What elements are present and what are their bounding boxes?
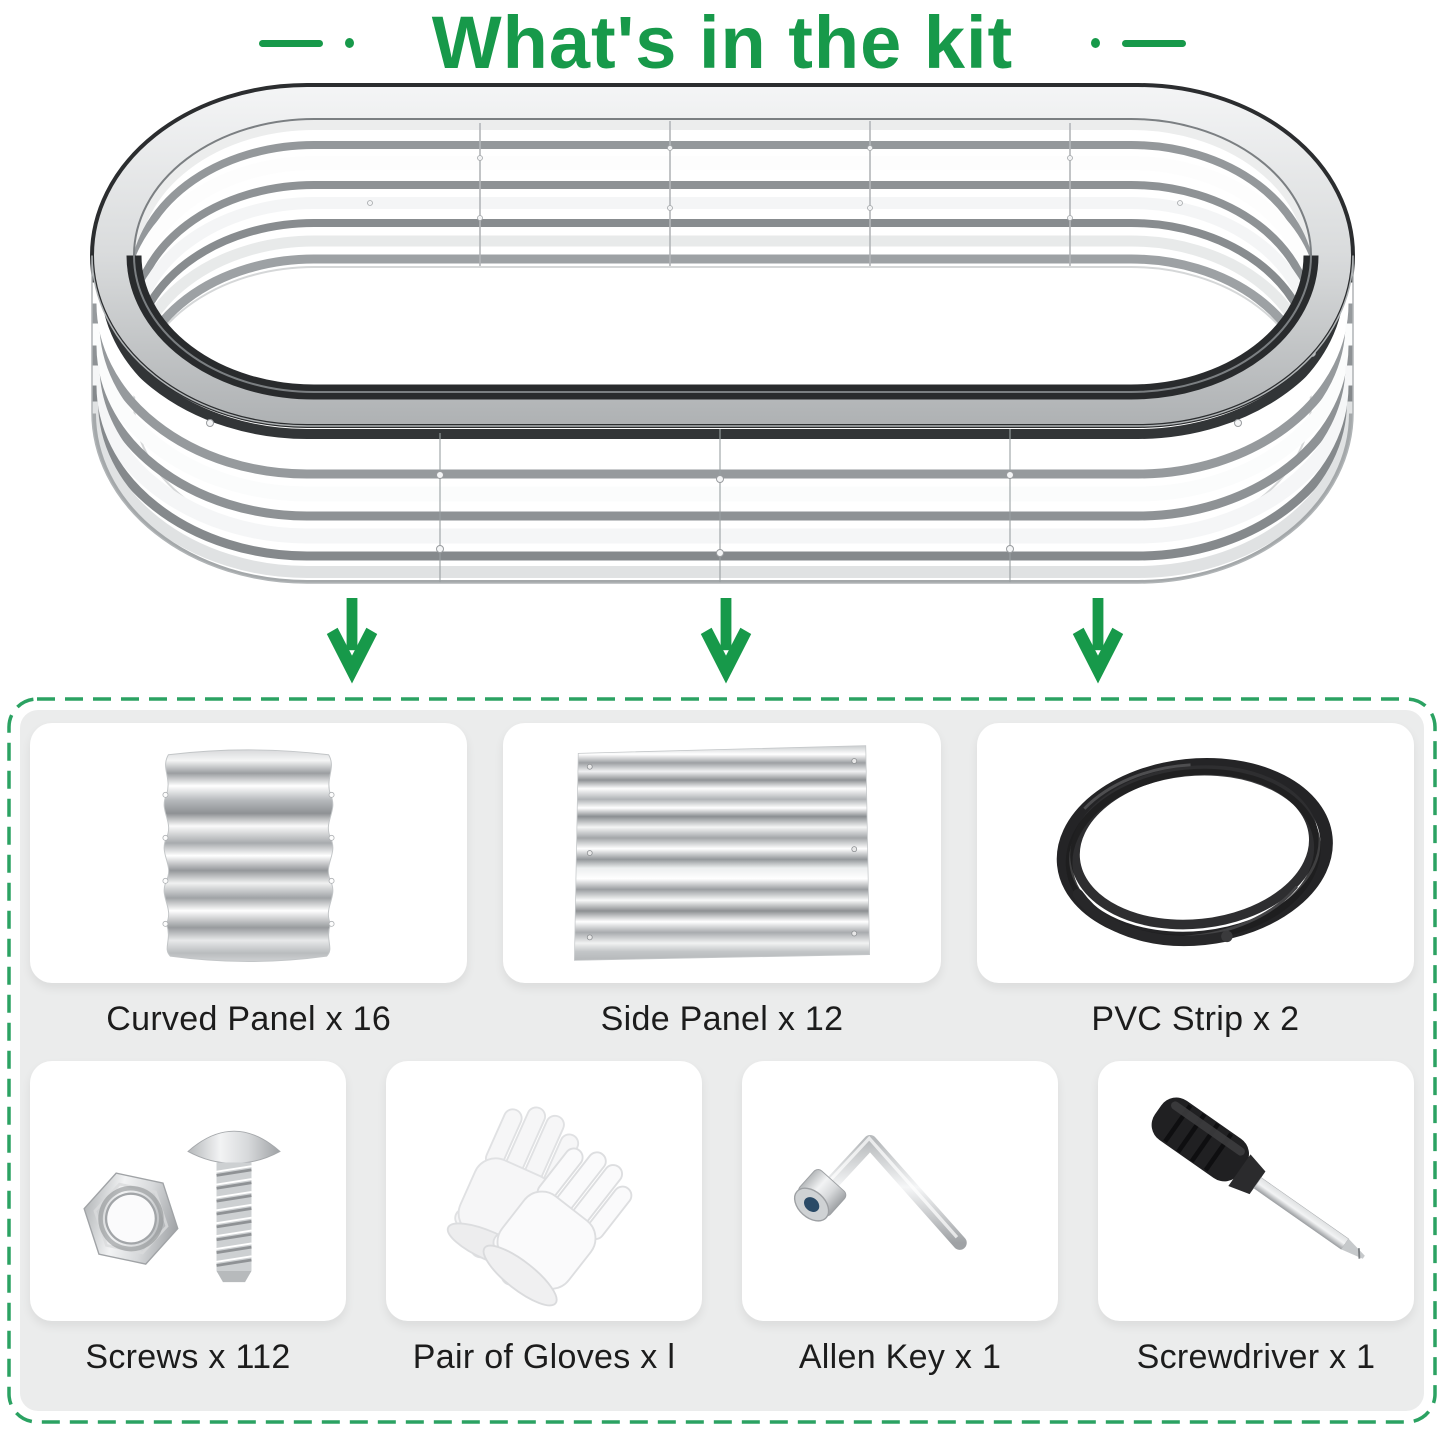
title-dash-left-icon bbox=[259, 40, 323, 47]
page-title: What's in the kit bbox=[431, 1, 1014, 84]
kit-item-label: Side Panel x 12 bbox=[600, 999, 844, 1038]
kit-item-label: Pair of Gloves x l bbox=[412, 1337, 676, 1376]
kit-item-card bbox=[977, 723, 1414, 983]
kit-item-screws bbox=[30, 1061, 346, 1393]
title-row bbox=[0, 1, 1445, 84]
title-dot-left-icon bbox=[345, 38, 354, 48]
kit-contents-box bbox=[7, 697, 1437, 1424]
kit-item-pvc-strip bbox=[977, 723, 1414, 1055]
kit-item-allen-key bbox=[742, 1061, 1058, 1393]
hero-product-image bbox=[90, 83, 1355, 588]
pvc-strip-icon bbox=[1040, 738, 1350, 968]
title-dot-right-icon bbox=[1091, 38, 1100, 48]
kit-panel bbox=[20, 710, 1424, 1411]
kit-item-card bbox=[30, 723, 467, 983]
side-panel-icon bbox=[567, 738, 877, 968]
kit-item-card bbox=[1098, 1061, 1414, 1321]
raised-bed-image bbox=[90, 83, 1355, 588]
screws-icon bbox=[48, 1076, 328, 1306]
screwdriver-icon bbox=[1116, 1076, 1396, 1306]
kit-item-label: Screws x 112 bbox=[85, 1337, 291, 1376]
arrows-row bbox=[0, 598, 1445, 690]
kit-item-gloves bbox=[386, 1061, 702, 1393]
down-arrow-icon bbox=[320, 598, 384, 688]
kit-item-label: Screwdriver x 1 bbox=[1136, 1337, 1376, 1376]
kit-item-curved-panel bbox=[30, 723, 467, 1055]
kit-item-side-panel bbox=[503, 723, 940, 1055]
allen-key-icon bbox=[760, 1084, 1040, 1299]
kit-item-screwdriver bbox=[1098, 1061, 1414, 1393]
kit-item-card bbox=[30, 1061, 346, 1321]
curved-panel-icon bbox=[141, 741, 356, 966]
kit-item-label: Allen Key x 1 bbox=[798, 1337, 1002, 1376]
down-arrow-icon bbox=[1066, 598, 1130, 688]
kit-item-card bbox=[742, 1061, 1058, 1321]
gloves-icon bbox=[394, 1074, 694, 1309]
kit-item-label: Curved Panel x 16 bbox=[106, 999, 392, 1038]
down-arrow-icon bbox=[694, 598, 758, 688]
title-dash-right-icon bbox=[1122, 40, 1186, 47]
kit-item-card bbox=[386, 1061, 702, 1321]
kit-item-card bbox=[503, 723, 940, 983]
kit-item-label: PVC Strip x 2 bbox=[1091, 999, 1300, 1038]
